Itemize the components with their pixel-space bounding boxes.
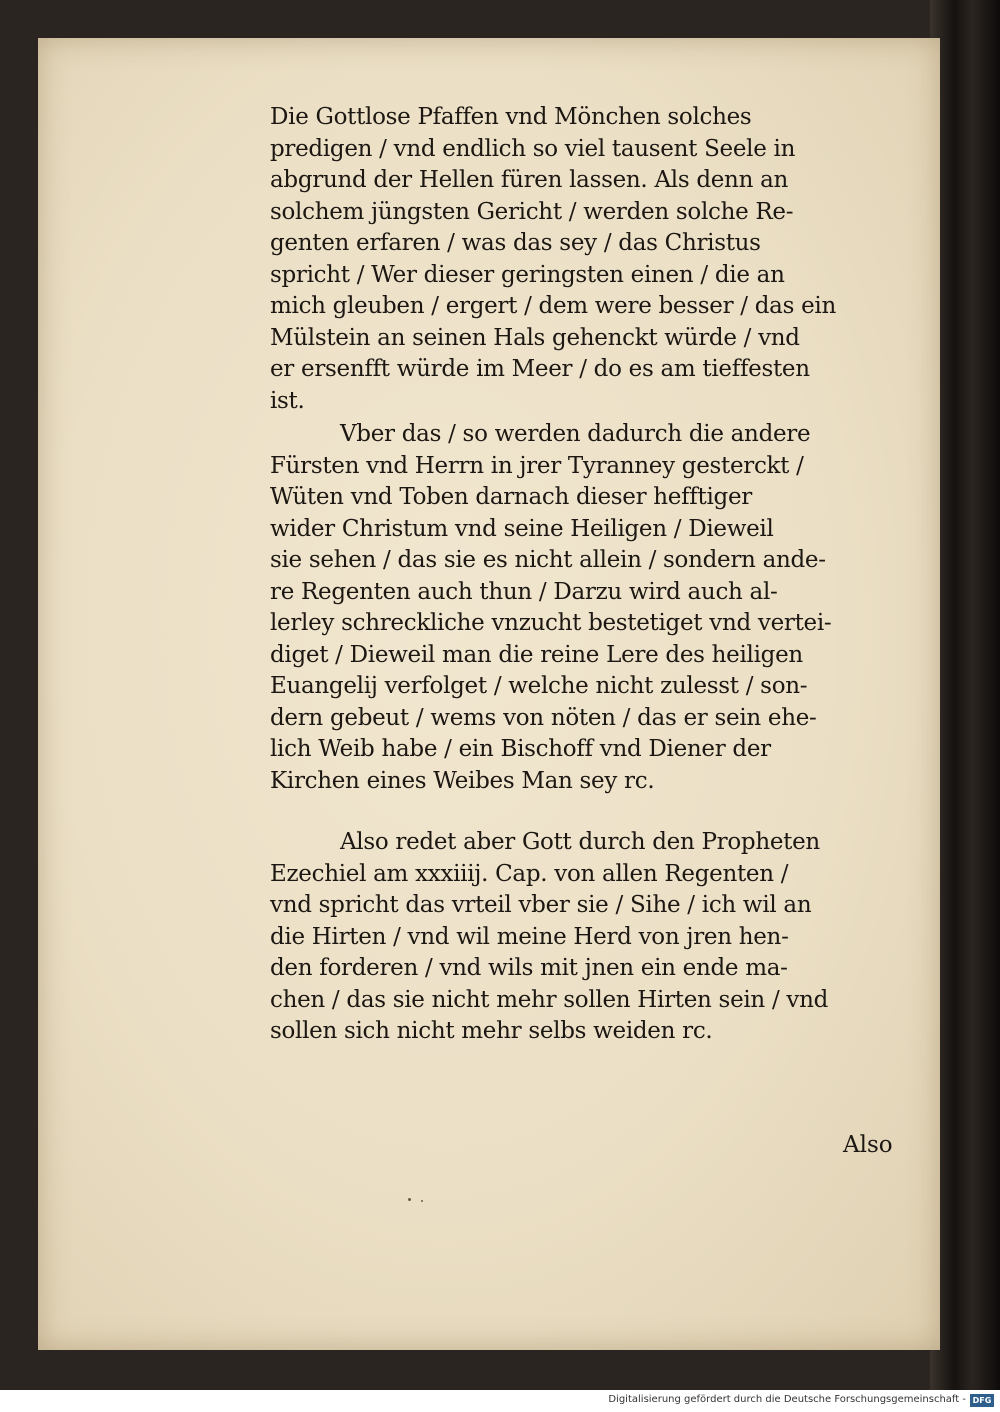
text-line: ist. [270,387,305,414]
text-line: spricht / Wer dieser geringsten einen / die an [270,261,785,288]
footer-credit: Digitalisierung gefördert durch die Deutsche Forschungsgemeinschaft - [608,1394,966,1405]
text-line: vnd spricht das vrteil vber sie / Sihe / ich wil an [270,892,812,918]
text-line: chen / das sie nicht mehr sollen Hirten sein / vnd [270,986,829,1013]
text-line: Also redet aber Gott durch den Propheten [340,829,820,855]
paragraph-3 [270,827,900,1048]
text-line: Ezechiel am xxxiiij. Cap. von allen Regenten / [270,860,789,887]
text-line: sie sehen / das sie es nicht allein / sondern ande- [270,547,826,573]
text-line: dern gebeut / wems von nöten / das er sein ehe- [270,704,817,731]
text-line: predigen / vnd endlich so viel tausent Seele in [270,135,796,162]
text-line: diget / Dieweil man die reine Lere des heiligen [270,641,803,668]
text-line: mich gleuben / ergert / dem were besser / das ein [270,293,836,319]
book-edge [930,0,1000,1390]
text-line: lerley schreckliche vnzucht bestetiget vnd vertei- [270,610,832,636]
text-line: Mülstein an seinen Hals gehenckt würde / vnd [270,324,800,351]
text-line: Euangelij verfolget / welche nicht zulesst / son- [270,673,808,699]
paragraph-2 [270,419,900,797]
book-page [38,38,940,1350]
text-block [270,102,900,1048]
text-line: sollen sich nicht mehr selbs weiden rc. [270,1018,713,1044]
text-line: den forderen / vnd wils mit jnen ein ende ma- [270,955,788,981]
text-line: Vber das / so werden dadurch die andere [340,421,811,447]
catchword: Also [843,1132,893,1158]
text-line: solchem jüngsten Gericht / werden solche Re- [270,198,794,225]
paper-speck [421,1200,423,1202]
text-line: die Hirten / vnd wil meine Herd von jren hen- [270,923,789,950]
text-line: er ersenfft würde im Meer / do es am tieffesten [270,356,810,382]
text-line: Wüten vnd Toben darnach dieser hefftiger [270,484,752,510]
text-line: re Regenten auch thun / Darzu wird auch al- [270,578,778,605]
text-line: abgrund der Hellen füren lassen. Als denn an [270,167,789,193]
text-line: lich Weib habe / ein Bischoff vnd Diener der [270,736,771,762]
footer-bar [0,1390,1000,1412]
dfg-logo-icon: DFG [970,1394,994,1407]
text-line: wider Christum vnd seine Heiligen / Dieweil [270,515,774,542]
text-line: Fürsten vnd Herrn in jrer Tyranney gesterckt / [270,452,804,479]
paragraph-1 [270,102,900,417]
paper-speck [408,1198,411,1201]
text-line: Kirchen eines Weibes Man sey rc. [270,767,655,794]
text-line: genten erfaren / was das sey / das Christus [270,230,761,256]
text-line: Die Gottlose Pfaffen vnd Mönchen solches [270,104,752,130]
